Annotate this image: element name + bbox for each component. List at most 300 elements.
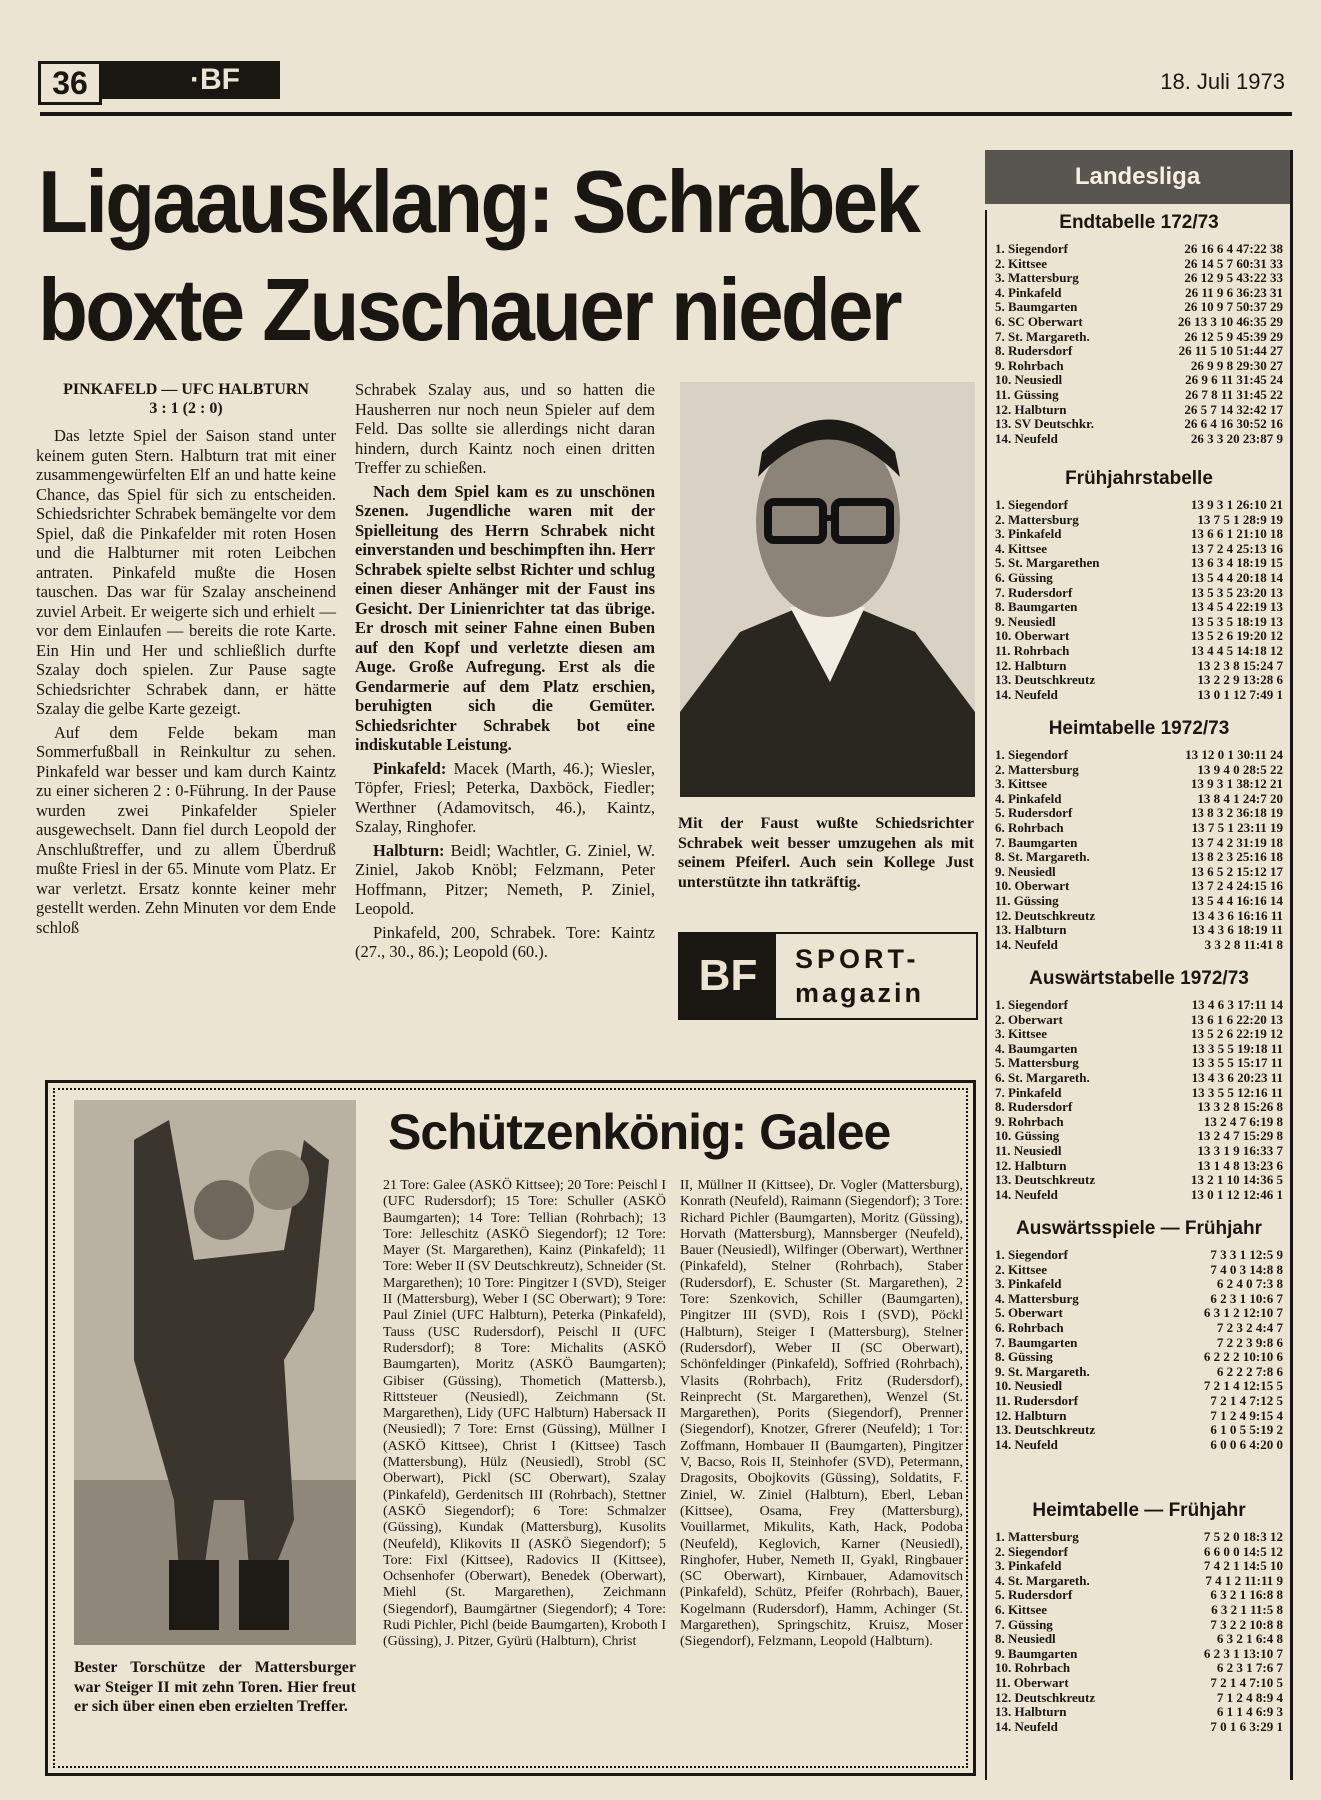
scorers-column-2: II, Müllner II (Kittsee), Dr. Vogler (Mattersburg), Konrath (Neufeld), Raimann (Siegendorf); 3 Tore: Richard Pichler (Baumgarten), Moritz (Güssing), Horvath (Mattersburg), Mannsberger (Neufeld), Bauer (Neusiedl), Wilfinger (Oberwart), Werthner (Pinkafeld), Stelner (Rohrbach), Staber (Rudersdorf), E. Schuster (St. Margarethen), 2 Tore: Szenkovich, Schiller (Baumgarten), Pingitzer III (SVD), Rois I (SVD), Pöckl (Halbturn), Steiger I (Mattersburg), Stelner (Rudersdorf), Weber II (SC Oberwart), Schönfeldinger (Pinkafeld), Soffried (Rohrbach), Vlasits (Rohrbach), Fritz (Rudersdorf), Reinprecht (St. Margarethen), Wenzel (St. Margarethen), Porits (Siegendorf), Prenner (Siegendorf), Knotzer, Gfrerer (Neufeld); 1 Tor: Zoffmann, Hombauer II (Baumgarten), Pingitzer V, Bacso, Rois II, Steinhofer (SVD), Petermann, Dragosits, Obojkovits (Güssing), Soldatits, F. Ziniel, W. Ziniel (Halbturn), Eberl, Leban (Kittsee), Osama, Frey (Mattersburg), Vouillarmet, Mikulits, Kath, Hack, Podoba (Neufeld), Keglovich, Karner (Neusiedl), Ringhofer, Huber, Nemeth II, Gyakl, Ringbauer (SC Oberwart), Kirnbauer, Adamovitsch (Pinkafeld), Schütz, Pfeifer (Rohrbach), Bauer, Kogelmann (Rudersdorf), Hamm, Achinger (St. Margarethen), Springschitz, Kruisz, Moser (Siegendorf), Felzmann, Leopold (Halbturn). (680, 1178, 963, 1650)
team-stats: 13 5 4 4 20:18 14 (1190, 569, 1283, 585)
table-row (995, 1013, 1283, 1028)
team-stats: 26 3 3 20 23:87 9 (1190, 430, 1283, 446)
team-name: 6. Rohrbach (995, 1320, 1064, 1335)
team-name: 13. Deutschkreutz (995, 673, 1096, 688)
table-row (995, 1423, 1283, 1438)
team-name: 3. Pinkafeld (995, 1559, 1062, 1574)
table-row (995, 1100, 1283, 1115)
table-row (995, 1603, 1283, 1618)
article-paragraph: Auf dem Felde bekam man Sommerfußball in Reinkultur zu sehen. Pinkafeld war besser und kam durch Kaintz zu einer sicheren 2 : 0-Führung. In der Pause wurden zwei Pinkafelder Spieler ausgewechselt. Dann fiel durch Leopold der Anschlußtreffer, und zu allem Überdruß mußte Friesl in der 65. Minute vom Platz. Er war verletzt. Ersatz konnte keiner mehr gestellt werden. Zehn Minuten vor dem Ende schloß (36, 722, 336, 937)
table-row (995, 909, 1283, 924)
team-name: 11. Oberwart (995, 1675, 1069, 1690)
headline-line-1: Ligaausklang: Schrabek (38, 152, 919, 251)
table-row (995, 1647, 1283, 1662)
table-row (995, 1409, 1283, 1424)
table-row (995, 242, 1283, 257)
match-score: 3 : 1 (2 : 0) (149, 400, 223, 417)
match-result: Pinkafeld, 200, Schrabek. Tore: Kaintz (27., 30., 86.); Leopold (60.). (355, 922, 655, 961)
headline-line-2: boxte Zuschauer nieder (38, 260, 900, 359)
team-name: 12. Halbturn (995, 402, 1067, 417)
scorers-photo-caption: Bester Torschütze der Mattersburger war Steiger II mit zehn Toren. Hier freut er sich über einen eben erzielten Treffer. (74, 1659, 356, 1715)
team-stats: 13 5 3 5 23:20 13 (1190, 584, 1283, 600)
team-stats: 3 3 2 8 11:41 8 (1204, 936, 1283, 952)
team-stats: 26 9 9 8 29:30 27 (1190, 357, 1283, 373)
table-row (995, 1588, 1283, 1603)
team-name: 12. Halbturn (995, 658, 1067, 673)
referee-portrait-image (680, 382, 975, 797)
team-stats: 26 16 6 4 47:22 38 (1184, 241, 1283, 256)
team-name: 8. Baumgarten (995, 600, 1078, 615)
team-name: 9. Baumgarten (995, 1646, 1078, 1661)
team-name: 5. Rudersdorf (995, 806, 1073, 821)
table-row (995, 556, 1283, 571)
team-stats: 13 3 2 8 15:26 8 (1197, 1099, 1283, 1115)
team-name: 11. Güssing (995, 893, 1059, 908)
scorers-column-1: 21 Tore: Galee (ASKÖ Kittsee); 20 Tore: Peischl I (UFC Rudersdorf); 15 Tore: Schuller (ASKÖ Baumgarten); 14 Tore: Tellian (Rohrbach); 13 Tore: Jelleschitz (ASKÖ Siegendorf); 12 Tore: Mayer (St. Margarethen), Kainz (Pinkafeld); 11 Tore: Weber II (SV Deutschkreutz), Schneider (St. Margarethen); 10 Tore: Pingitzer I (SVD), Steiger II (Mattersburg), Weber I (SC Oberwart); 9 Tore: Paul Ziniel (UFC Halbturn), Peterka (Pinkafeld), Tauss (USC Rudersdorf), Peischl II (UFC Rudersdorf); 8 Tore: Michalits (ASKÖ Baumgarten), Moritz (ASKÖ Baumgarten); Gibiser (Güssing), Thometich (Mattersb.), Rittsteuer (Neusiedl), Zeichmann (St. Margarethen), Lidy (UFC Halbturn) Habersack II (Neusiedl); 7 Tore: Ernst (Güssing), Müllner I (ASKÖ Kittsee), Christ I (Kittsee) Tasch (Mattersbung), Hülz (Neusiedl), Strobl (SC Oberwart), Pickl (SC Oberwart), Szalay (Pinkafeld), Gerdenitsch III (Rohrbach), Stettner (ASKÖ Siegendorf); 6 Tore: Schmalzer (Güssing), Kundak (Mattersburg), Kusolits (Neufeld), Klikovits II (ASKÖ Siegendorf); 5 Tore: Fixl (Kittsee), Radovics II (Kittsee), Ochsenhofer (Oberwart), Benedek (Oberwart), Miehl (St. Margarethen), Zeichmann (Siegendorf), Baumgärtner (Siegendorf); 4 Tore: Rudi Pichler, Pichl (beide Baumgarten), Kroboth I (Güssing), J. Pitzer, Gyürü (Halbturn), Christ (383, 1178, 666, 1650)
table-row (995, 763, 1283, 778)
team-name: 7. Rudersdorf (995, 585, 1073, 600)
table-row (995, 571, 1283, 586)
sport-box-line-1: SPORT- (795, 944, 920, 974)
team-stats: 6 3 2 1 16:8 8 (1210, 1587, 1283, 1603)
team-name: 6. Güssing (995, 570, 1053, 585)
team-name: 13. Halbturn (995, 923, 1067, 938)
steiger-celebration-photo (74, 1100, 356, 1645)
article-paragraph: Das letzte Spiel der Saison stand unter keinem guten Stern. Halbturn trat mit einer zusammengewürfelten Elf an und hatte keine Chance, das Spiel für sich zu entscheiden. Schiedsrichter Schrabek bemängelte vor dem Spiel, daß die Pinkafelder mit roten Hosen und die Halbturner mit roten Leibchen antraten. Pinkafeld mußte die Hosen tauschen. Das war für Szalay anscheinend zuviel Arbeit. Er weigerte sich und erhielt — vor dem Einlaufen — bereits die rote Karte. Ein Hin und Her und schließlich durfte Szalay doch spielen. Zur Pause sagte Schiedsrichter Schrabek dann, er hätte Szalay die gelbe Karte gezeigt. (36, 426, 336, 718)
team-name: 3. Pinkafeld (995, 527, 1062, 542)
table-title: Heimtabelle — Frühjahr (1032, 1500, 1246, 1521)
team-stats: 6 2 2 2 10:10 6 (1203, 1349, 1283, 1365)
team-stats: 13 4 3 6 16:16 11 (1191, 907, 1283, 923)
sport-box-line-2: magazin (795, 978, 925, 1008)
table-row (995, 1027, 1283, 1042)
table-row (995, 586, 1283, 601)
team-stats: 13 2 4 7 6:19 8 (1203, 1113, 1283, 1129)
table-row (995, 1559, 1283, 1574)
table-row (995, 542, 1283, 557)
team-name: 5. Baumgarten (995, 300, 1078, 315)
table-row (995, 1365, 1283, 1380)
table-row (995, 498, 1283, 513)
team-name: 14. Neufeld (995, 687, 1058, 702)
team-stats: 7 4 2 1 14:5 10 (1203, 1558, 1283, 1574)
team-name: 1. Siegendorf (995, 1248, 1068, 1262)
team-stats: 13 3 5 5 12:16 11 (1191, 1084, 1283, 1100)
team-stats: 13 7 2 4 24:15 16 (1190, 878, 1283, 894)
team-name: 8. St. Margareth. (995, 850, 1090, 865)
table-row (995, 1306, 1283, 1321)
team-name: 4. Pinkafeld (995, 791, 1062, 806)
sidebar-rule (985, 210, 987, 1780)
sport-magazin-box (678, 932, 978, 1020)
team-name: 1. Siegendorf (995, 242, 1068, 256)
team-stats: 6 2 2 2 7:8 6 (1216, 1363, 1283, 1379)
table-row (995, 1071, 1283, 1086)
table-row (995, 1336, 1283, 1351)
team-stats: 6 3 2 1 6:4 8 (1216, 1631, 1283, 1647)
article-column-1 (36, 380, 336, 941)
team-name: 3. Pinkafeld (995, 1277, 1062, 1292)
lineup-label: Halbturn: (373, 840, 445, 860)
team-name: 5. Rudersdorf (995, 1588, 1073, 1603)
team-name: 2. Siegendorf (995, 1544, 1068, 1559)
table-row (995, 417, 1283, 432)
table-row (995, 600, 1283, 615)
team-stats: 13 12 0 1 30:11 24 (1185, 747, 1283, 762)
table-row (995, 1394, 1283, 1409)
table-row (995, 403, 1283, 418)
team-name: 1. Siegendorf (995, 498, 1068, 512)
team-stats: 26 11 9 6 36:23 31 (1185, 284, 1283, 300)
table-row (995, 629, 1283, 644)
team-name: 5. St. Margarethen (995, 556, 1100, 571)
team-stats: 26 9 6 11 31:45 24 (1185, 372, 1283, 388)
table-row (995, 388, 1283, 403)
league-table (995, 212, 1283, 446)
team-stats: 7 3 2 2 10:8 8 (1210, 1616, 1283, 1632)
photo-caption: Mit der Faust wußte Schiedsrichter Schrabek weit besser umzugehen als mit seinem Pfeiferl. Auch sein Kollege Just unterstützte ihn tatkräftig. (678, 815, 974, 891)
team-name: 13. SV Deutschkr. (995, 417, 1094, 432)
team-stats: 7 2 1 4 7:10 5 (1210, 1674, 1283, 1690)
team-name: 12. Deutschkreutz (995, 908, 1096, 923)
team-name: 4. Pinkafeld (995, 285, 1062, 300)
table-row (995, 865, 1283, 880)
table-row (995, 1292, 1283, 1307)
team-name: 2. Oberwart (995, 1012, 1063, 1027)
team-name: 13. Deutschkreutz (995, 1173, 1096, 1188)
match-heading (36, 380, 336, 418)
team-stats: 6 2 3 1 10:6 7 (1210, 1290, 1283, 1306)
team-name: 2. Mattersburg (995, 512, 1079, 527)
table-row (995, 850, 1283, 865)
team-name: 14. Neufeld (995, 1187, 1058, 1202)
table-row (995, 1379, 1283, 1394)
league-sidebar (985, 150, 1293, 1780)
table-row (995, 1350, 1283, 1365)
league-table (995, 718, 1283, 952)
team-name: 9. St. Margareth. (995, 1364, 1090, 1379)
table-row (995, 792, 1283, 807)
referee-photo (680, 382, 975, 797)
table-row (995, 1705, 1283, 1720)
team-name: 1. Mattersburg (995, 1530, 1079, 1544)
team-stats: 13 2 4 7 15:29 8 (1197, 1128, 1283, 1144)
team-stats: 7 0 1 6 3:29 1 (1210, 1718, 1283, 1734)
team-stats: 6 6 0 0 14:5 12 (1203, 1543, 1283, 1559)
table-row (995, 938, 1283, 953)
team-name: 14. Neufeld (995, 1719, 1058, 1734)
team-stats: 13 4 3 6 18:19 11 (1191, 922, 1283, 938)
table-row (995, 836, 1283, 851)
team-stats: 26 10 9 7 50:37 29 (1184, 299, 1283, 315)
league-table (995, 468, 1283, 702)
team-stats: 13 5 2 6 22:19 12 (1190, 1026, 1283, 1042)
team-name: 4. Baumgarten (995, 1041, 1078, 1056)
page-number: 36 (38, 61, 102, 105)
table-row (995, 1042, 1283, 1057)
team-stats: 26 12 9 5 43:22 33 (1184, 270, 1283, 286)
table-row (995, 1263, 1283, 1278)
lineup-pinkafeld (355, 759, 655, 837)
team-name: 7. Baumgarten (995, 1335, 1078, 1350)
team-stats: 6 2 3 1 13:10 7 (1203, 1645, 1283, 1661)
table-row (995, 879, 1283, 894)
table-row (995, 688, 1283, 703)
team-name: 6. Rohrbach (995, 820, 1064, 835)
table-title: Auswärtstabelle 1972/73 (1029, 968, 1249, 989)
team-stats: 13 0 1 12 12:46 1 (1190, 1186, 1283, 1202)
lineup-label: Pinkafeld: (373, 758, 447, 778)
team-stats: 13 7 5 1 28:9 19 (1197, 511, 1283, 527)
team-stats: 6 2 3 1 7:6 7 (1216, 1660, 1283, 1676)
table-row (995, 1661, 1283, 1676)
table-row (995, 257, 1283, 272)
table-row (995, 286, 1283, 301)
team-name: 3. Kittsee (995, 1027, 1047, 1042)
sport-box-logo: BF (680, 934, 776, 1018)
team-stats: 26 11 5 10 51:44 27 (1178, 343, 1283, 359)
team-stats: 13 5 4 4 16:16 14 (1190, 892, 1283, 908)
team-name: 7. Baumgarten (995, 835, 1078, 850)
team-stats: 7 2 1 4 7:12 5 (1210, 1392, 1283, 1408)
team-stats: 26 6 4 16 30:52 16 (1184, 416, 1283, 432)
table-row (995, 1545, 1283, 1560)
team-name: 3. Kittsee (995, 777, 1047, 792)
match-teams: PINKAFELD — UFC HALBTURN (63, 381, 309, 398)
team-stats: 26 7 8 11 31:45 22 (1185, 386, 1283, 402)
table-row (995, 1159, 1283, 1174)
team-stats: 13 4 3 6 20:23 11 (1191, 1069, 1283, 1085)
team-stats: 13 6 5 2 15:12 17 (1190, 863, 1283, 879)
table-row (995, 1188, 1283, 1203)
team-name: 11. Rudersdorf (995, 1393, 1079, 1408)
team-stats: 7 2 3 2 4:4 7 (1216, 1319, 1283, 1335)
team-stats: 13 9 3 1 38:12 21 (1190, 776, 1283, 792)
team-name: 7. Güssing (995, 1617, 1053, 1632)
team-name: 4. Kittsee (995, 541, 1047, 556)
team-name: 8. Güssing (995, 1350, 1053, 1365)
team-name: 3. Mattersburg (995, 271, 1079, 286)
team-name: 11. Rohrbach (995, 643, 1070, 658)
team-name: 8. Rudersdorf (995, 1100, 1073, 1115)
team-name: 8. Rudersdorf (995, 344, 1073, 359)
team-name: 2. Mattersburg (995, 762, 1079, 777)
team-name: 7. Pinkafeld (995, 1085, 1062, 1100)
team-name: 12. Halbturn (995, 1408, 1067, 1423)
team-name: 10. Güssing (995, 1129, 1060, 1144)
header-rule (40, 112, 1292, 116)
team-stats: 26 5 7 14 32:42 17 (1184, 401, 1283, 417)
team-name: 5. Mattersburg (995, 1056, 1079, 1071)
team-stats: 13 2 2 9 13:28 6 (1197, 672, 1283, 688)
table-row (995, 344, 1283, 359)
team-stats: 13 7 5 1 23:11 19 (1191, 819, 1283, 835)
table-row (995, 1056, 1283, 1071)
team-name: 9. Neusiedl (995, 864, 1056, 879)
team-name: 1. Siegendorf (995, 748, 1068, 762)
team-stats: 7 4 1 2 11:11 9 (1205, 1572, 1283, 1588)
table-row (995, 644, 1283, 659)
issue-date: 18. Juli 1973 (1160, 69, 1285, 94)
team-name: 2. Kittsee (995, 256, 1047, 271)
team-name: 14. Neufeld (995, 1437, 1058, 1452)
table-row (995, 271, 1283, 286)
team-name: 10. Oberwart (995, 629, 1070, 644)
team-stats: 13 3 1 9 16:33 7 (1197, 1142, 1283, 1158)
team-stats: 13 7 2 4 25:13 16 (1190, 540, 1283, 556)
team-stats: 13 3 5 5 15:17 11 (1191, 1055, 1283, 1071)
table-row (995, 1115, 1283, 1130)
team-name: 6. Kittsee (995, 1602, 1047, 1617)
table-row (995, 359, 1283, 374)
article-paragraph: Schrabek Szalay aus, und so hatten die Hausherren nur noch neun Spieler auf dem Feld. Das sollte sie allerdings nicht daran hindern, durch Kaintz noch einen dritten Treffer zu schießen. (355, 380, 655, 477)
table-row (995, 300, 1283, 315)
team-stats: 13 8 4 1 24:7 20 (1197, 790, 1283, 806)
table-row (995, 894, 1283, 909)
team-stats: 7 5 2 0 18:3 12 (1203, 1529, 1283, 1544)
league-table (995, 1218, 1283, 1452)
table-row (995, 1277, 1283, 1292)
team-stats: 13 9 4 0 28:5 22 (1197, 761, 1283, 777)
team-stats: 7 4 0 3 14:8 8 (1210, 1261, 1283, 1277)
team-name: 1. Siegendorf (995, 998, 1068, 1012)
table-title: Heimtabelle 1972/73 (1048, 718, 1230, 739)
team-stats: 13 5 2 6 19:20 12 (1190, 628, 1283, 644)
team-stats: 13 2 1 10 14:36 5 (1190, 1172, 1283, 1188)
team-stats: 13 5 3 5 18:19 13 (1190, 613, 1283, 629)
lineup-text: Macek (Marth, 46.); Wiesler, Töpfer, Friesl; Peterka, Daxböck, Fiedler; Werthner (Adamovitsch, 46.), Kaintz, Szalay, Ringhofer. (355, 758, 655, 836)
team-name: 8. Neusiedl (995, 1632, 1056, 1647)
table-row (995, 432, 1283, 447)
team-name: 12. Deutschkreutz (995, 1690, 1096, 1705)
team-stats: 13 8 2 3 25:16 18 (1190, 849, 1283, 865)
team-name: 6. St. Margareth. (995, 1070, 1090, 1085)
table-row (995, 1574, 1283, 1589)
paper-logo: ·BF (100, 61, 280, 99)
team-name: 12. Halbturn (995, 1158, 1067, 1173)
table-row (995, 1676, 1283, 1691)
team-name: 5. Oberwart (995, 1306, 1063, 1321)
table-title: Frühjahrstabelle (1065, 468, 1213, 489)
team-stats: 26 12 5 9 45:39 29 (1184, 328, 1283, 344)
table-row (995, 659, 1283, 674)
team-name: 9. Rohrbach (995, 1114, 1064, 1129)
team-name: 9. Rohrbach (995, 358, 1064, 373)
team-stats: 13 4 6 3 17:11 14 (1191, 997, 1283, 1012)
team-name: 10. Rohrbach (995, 1661, 1071, 1676)
table-row (995, 777, 1283, 792)
article-column-2 (355, 380, 655, 966)
table-row (995, 1321, 1283, 1336)
team-stats: 6 2 4 0 7:3 8 (1216, 1276, 1283, 1292)
team-name: 14. Neufeld (995, 937, 1058, 952)
team-stats: 26 14 5 7 60:31 33 (1184, 255, 1283, 271)
team-stats: 7 2 1 4 12:15 5 (1203, 1378, 1283, 1394)
team-name: 13. Deutschkreutz (995, 1423, 1096, 1438)
team-stats: 7 2 2 3 9:8 6 (1216, 1334, 1283, 1350)
team-stats: 6 3 1 2 12:10 7 (1203, 1305, 1283, 1321)
team-stats: 13 9 3 1 26:10 21 (1190, 497, 1283, 512)
team-name: 13. Halbturn (995, 1705, 1067, 1720)
team-stats: 13 8 3 2 36:18 19 (1190, 805, 1283, 821)
table-row (995, 315, 1283, 330)
team-stats: 13 4 5 4 22:19 13 (1190, 599, 1283, 615)
team-stats: 6 0 0 6 4:20 0 (1210, 1436, 1283, 1452)
team-name: 10. Oberwart (995, 879, 1070, 894)
team-name: 4. St. Margareth. (995, 1573, 1090, 1588)
table-row (995, 373, 1283, 388)
team-stats: 6 3 2 1 11:5 8 (1211, 1601, 1283, 1617)
celebration-image (74, 1100, 356, 1645)
league-banner: Landesliga (985, 150, 1290, 204)
team-stats: 7 1 2 4 9:15 4 (1210, 1407, 1283, 1423)
team-stats: 7 3 3 1 12:5 9 (1210, 1247, 1283, 1262)
team-name: 4. Mattersburg (995, 1291, 1079, 1306)
table-row (995, 527, 1283, 542)
table-row (995, 330, 1283, 345)
team-stats: 6 1 1 4 6:9 3 (1216, 1704, 1283, 1720)
team-name: 2. Kittsee (995, 1262, 1047, 1277)
table-row (995, 821, 1283, 836)
table-row (995, 1530, 1283, 1545)
main-headline (38, 148, 919, 364)
table-row (995, 1086, 1283, 1101)
table-row (995, 1618, 1283, 1633)
table-row (995, 1720, 1283, 1735)
table-row (995, 1438, 1283, 1453)
team-stats: 13 3 5 5 19:18 11 (1191, 1040, 1283, 1056)
table-row (995, 748, 1283, 763)
team-stats: 13 6 1 6 22:20 13 (1190, 1011, 1283, 1027)
page-header (30, 55, 1285, 105)
team-stats: 13 6 6 1 21:10 18 (1190, 526, 1283, 542)
table-row (995, 1632, 1283, 1647)
table-row (995, 1691, 1283, 1706)
table-row (995, 806, 1283, 821)
league-table (995, 968, 1283, 1202)
table-title: Auswärtsspiele — Frühjahr (1015, 1218, 1262, 1239)
team-name: 10. Neusiedl (995, 1379, 1063, 1394)
team-stats: 13 0 1 12 7:49 1 (1197, 686, 1283, 702)
table-row (995, 1173, 1283, 1188)
table-row (995, 1144, 1283, 1159)
team-stats: 13 4 4 5 14:18 12 (1190, 642, 1283, 658)
team-stats: 26 13 3 10 46:35 29 (1177, 313, 1283, 329)
table-title: Endtabelle 172/73 (1059, 212, 1219, 233)
team-name: 10. Neusiedl (995, 373, 1063, 388)
team-name: 9. Neusiedl (995, 614, 1056, 629)
lineup-halbturn (355, 841, 655, 919)
article-paragraph-bold: Nach dem Spiel kam es zu unschönen Szenen. Jugendliche waren mit der Spielleitung des Herrn Schrabek nicht einverstanden und beschimpften ihn. Herr Schrabek spielte selbst Richter und schlug einen dieser Anhänger mit der Faust ins Gesicht. Der Linienrichter tat das übrige. Er drosch mit seiner Fahne einen Buben auf den Kopf und verletzte diesen am Auge. Große Aufregung. Erst als die Gendarmerie auf dem Platz erschien, beruhigten sich die Gemüter. Schiedsrichter Schrabek bot eine indiskutable Leistung. (355, 481, 655, 754)
scorers-title: Schützenkönig: Galee (388, 1104, 891, 1160)
table-row (995, 673, 1283, 688)
team-stats: 7 1 2 4 8:9 4 (1216, 1689, 1283, 1705)
team-stats: 13 7 4 2 31:19 18 (1190, 834, 1283, 850)
league-table (995, 1500, 1283, 1734)
table-row (995, 615, 1283, 630)
table-row (995, 1129, 1283, 1144)
team-stats: 13 6 3 4 18:19 15 (1190, 555, 1283, 571)
team-name: 6. SC Oberwart (995, 314, 1083, 329)
table-row (995, 923, 1283, 938)
team-stats: 13 2 3 8 15:24 7 (1197, 657, 1283, 673)
table-row (995, 1248, 1283, 1263)
team-stats: 13 1 4 8 13:23 6 (1197, 1157, 1283, 1173)
table-row (995, 998, 1283, 1013)
table-row (995, 513, 1283, 528)
lineup-text: Beidl; Wachtler, G. Ziniel, W. Ziniel, Jakob Knöbl; Felzmann, Peter Hoffmann, Pitzer; Nemeth, P. Ziniel, Leopold. (355, 840, 655, 918)
team-name: 7. St. Margareth. (995, 329, 1090, 344)
